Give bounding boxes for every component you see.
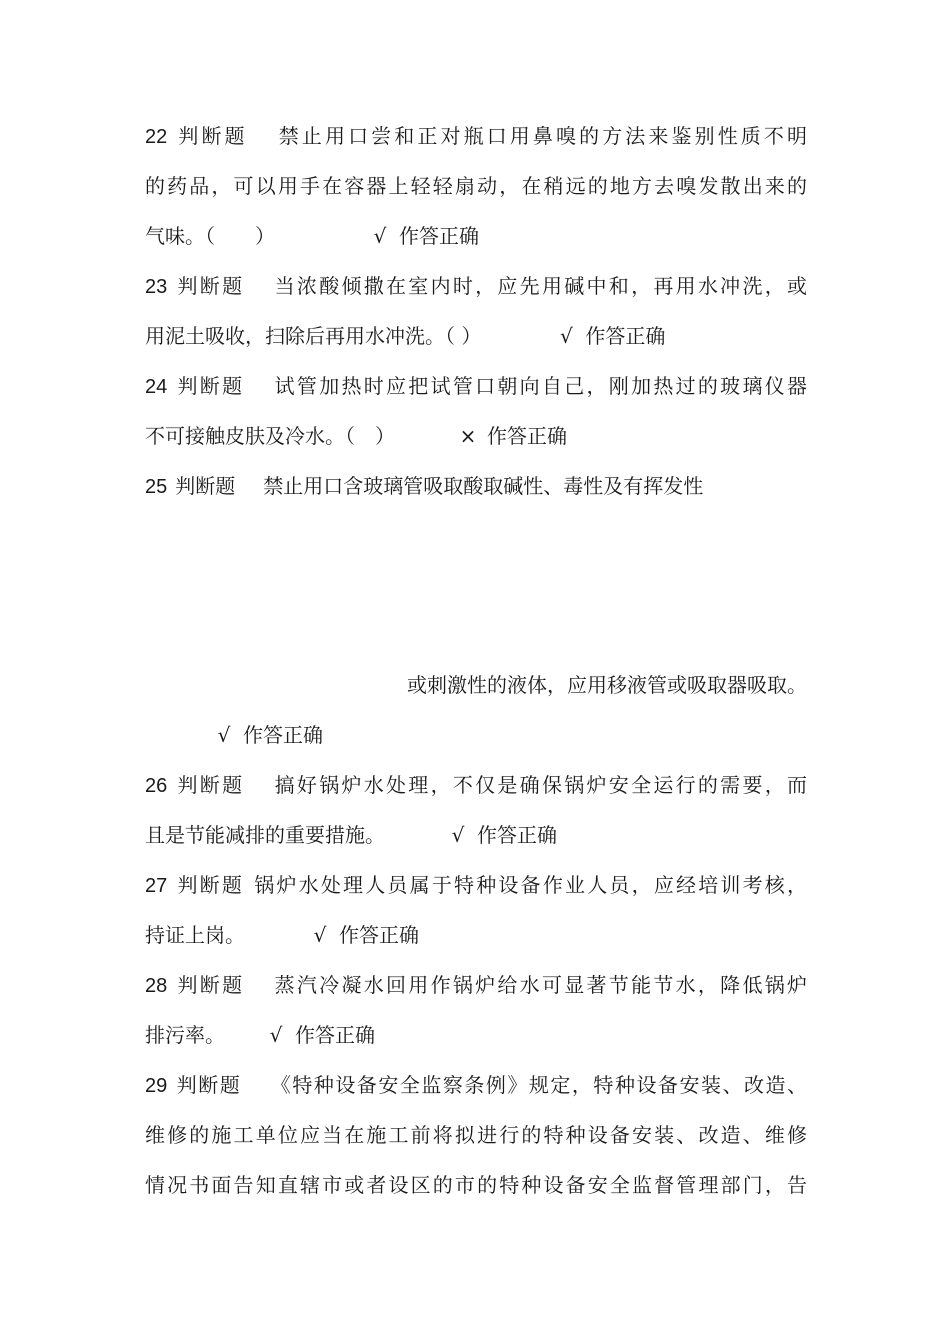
answer-result: 作答正确	[295, 1023, 375, 1047]
question-text: 不可接触皮肤及冷水。（ ）	[145, 424, 395, 448]
question-27-line-2	[145, 922, 807, 948]
question-text: 搞好锅炉水处理，不仅是确保锅炉安全运行的需要，而	[272, 773, 808, 797]
question-type: 判断题	[175, 1073, 242, 1097]
question-number: 29	[145, 1075, 168, 1097]
question-25-line-2	[145, 672, 807, 698]
question-type: 判断题	[175, 773, 245, 797]
answer-mark: √	[313, 923, 327, 947]
question-type: 判断题	[175, 873, 245, 897]
answer-result: 作答正确	[399, 224, 479, 248]
question-text: 试管加热时应把试管口朝向自己，刚加热过的玻璃仪器	[272, 374, 808, 398]
question-type: 判断题	[175, 274, 245, 298]
question-text: 锅炉水处理人员属于特种设备作业人员，应经培训考核，	[252, 873, 808, 897]
question-number: 26	[145, 775, 168, 797]
question-number: 24	[145, 376, 168, 398]
question-type: 判断题	[175, 124, 248, 148]
question-25-answer	[213, 722, 413, 748]
question-number: 27	[145, 875, 168, 897]
question-23-line-1	[145, 273, 807, 299]
question-number: 22	[145, 126, 168, 148]
question-26-line-1	[145, 772, 807, 798]
question-25-line-1	[145, 473, 807, 499]
question-number: 28	[145, 975, 168, 997]
question-text: 禁止用口含玻璃管吸取酸取碱性、毒性及有挥发性	[263, 474, 704, 498]
question-29-line-2	[145, 1122, 807, 1148]
answer-result: 作答正确	[339, 923, 419, 947]
answer-mark: √	[217, 723, 231, 747]
answer-result: 作答正确	[477, 823, 557, 847]
question-text: 持证上岗。	[145, 923, 245, 947]
question-number: 25	[145, 476, 168, 498]
question-text: 或刺激性的液体，应用移液管或吸取器吸取。	[407, 673, 807, 697]
question-text: 维修的施工单位应当在施工前将拟进行的特种设备安装、改造、维修	[145, 1123, 807, 1147]
question-text: 《特种设备安全监察条例》规定，特种设备安装、改造、	[269, 1073, 808, 1097]
question-number: 23	[145, 276, 168, 298]
question-26-line-2	[145, 822, 807, 848]
question-text: 用泥土吸收，扫除后再用水冲洗。（ ）	[145, 324, 482, 348]
question-28-line-1	[145, 972, 807, 998]
question-type: 判断题	[175, 474, 236, 498]
question-text: 情况书面告知直辖市或者设区的市的特种设备安全监督管理部门，告	[145, 1173, 807, 1197]
question-type: 判断题	[175, 374, 245, 398]
question-text: 且是节能减排的重要措施。	[145, 823, 385, 847]
question-22-line-2	[145, 173, 807, 199]
answer-mark: √	[451, 823, 465, 847]
question-22-line-3	[145, 223, 807, 249]
answer-mark: √	[373, 224, 387, 248]
question-text: 气味。（ ）	[145, 224, 275, 248]
question-24-line-2	[145, 423, 807, 449]
question-22-line-1	[145, 123, 807, 149]
question-text: 当浓酸倾撒在室内时，应先用碱中和，再用水冲洗，或	[272, 274, 808, 298]
answer-result: 作答正确	[243, 723, 323, 747]
question-28-line-2	[145, 1022, 807, 1048]
answer-result: 作答正确	[487, 424, 567, 448]
question-text: 蒸汽冷凝水回用作锅炉给水可显著节能节水，降低锅炉	[272, 973, 808, 997]
answer-mark: ×	[459, 424, 477, 448]
question-text: 排污率。	[145, 1023, 225, 1047]
question-27-line-1	[145, 872, 807, 898]
question-29-line-1	[145, 1072, 807, 1098]
question-24-line-1	[145, 373, 807, 399]
answer-mark: √	[269, 1023, 283, 1047]
question-29-line-3	[145, 1172, 807, 1198]
answer-result: 作答正确	[585, 324, 666, 348]
answer-mark: √	[559, 324, 573, 348]
question-type: 判断题	[175, 973, 245, 997]
question-23-line-2	[145, 323, 807, 349]
question-text: 的药品，可以用手在容器上轻轻扇动，在稍远的地方去嗅发散出来的	[145, 174, 807, 198]
question-text: 禁止用口尝和正对瓶口用鼻嗅的方法来鉴别性质不明	[275, 124, 808, 148]
